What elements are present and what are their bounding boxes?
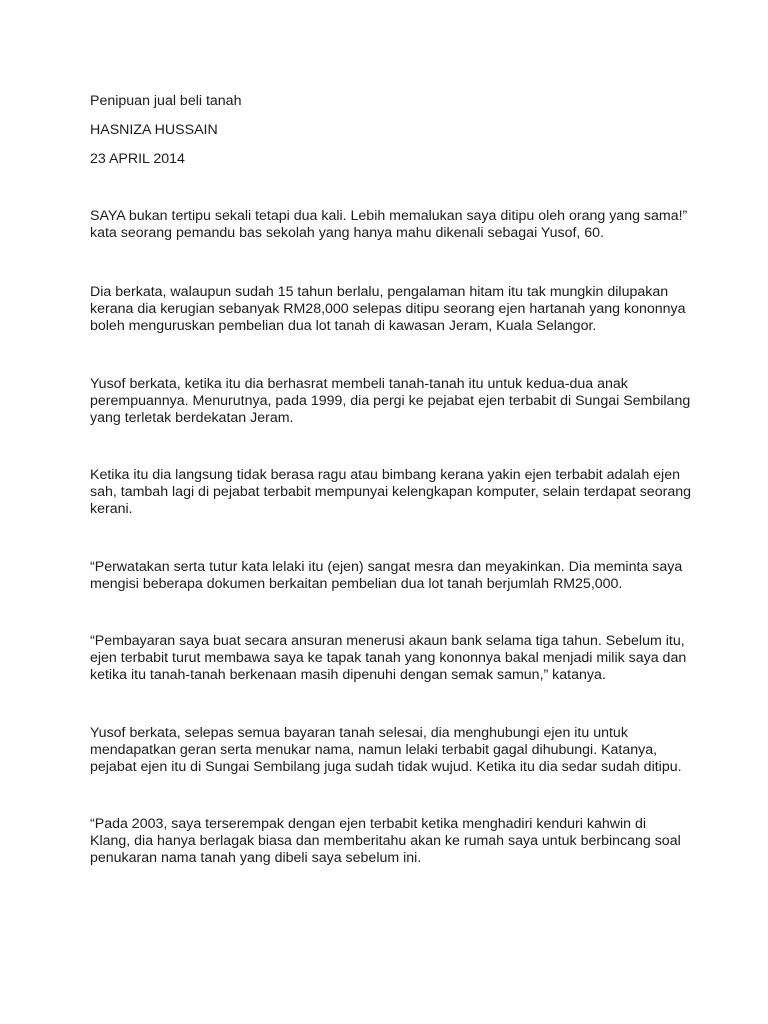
paragraph-line: kata seorang pemandu bas sekolah yang hanya mahu dikenali sebagai Yusof, 60. — [90, 225, 605, 241]
paragraph-7 — [90, 725, 682, 776]
document-title: Penipuan jual beli tanah — [90, 93, 242, 109]
paragraph-1 — [90, 208, 687, 242]
paragraph-line: pejabat ejen itu di Sungai Sembilang juga sudah tidak wujud. Ketika itu dia sedar sudah ditipu. — [90, 759, 682, 775]
paragraph-line: mengisi beberapa dokumen berkaitan pembelian dua lot tanah berjumlah RM25,000. — [90, 576, 623, 592]
paragraph-2 — [90, 284, 686, 335]
paragraph-line: yang terletak berdekatan Jeram. — [90, 410, 294, 426]
paragraph-line: perempuannya. Menurutnya, pada 1999, dia pergi ke pejabat ejen terbabit di Sungai Sembilang — [90, 393, 691, 409]
paragraph-line: “Pembayaran saya buat secara ansuran menerusi akaun bank selama tiga tahun. Sebelum itu, — [90, 633, 685, 649]
paragraph-line: kerana dia kerugian sebanyak RM28,000 selepas ditipu seorang ejen hartanah yang kononnya — [90, 301, 686, 317]
paragraph-line: Dia berkata, walaupun sudah 15 tahun berlalu, pengalaman hitam itu tak mungkin dilupakan — [90, 284, 669, 300]
paragraph-8 — [90, 816, 681, 867]
paragraph-6 — [90, 633, 686, 684]
paragraph-line: penukaran nama tanah yang dibeli saya sebelum ini. — [90, 850, 422, 866]
paragraph-line: Klang, dia hanya berlagak biasa dan memberitahu akan ke rumah saya untuk berbincang soal — [90, 833, 681, 849]
paragraph-line: ejen terbabit turut membawa saya ke tapak tanah yang kononnya bakal menjadi milik saya dan — [90, 650, 687, 666]
paragraph-line: Ketika itu dia langsung tidak berasa ragu atau bimbang kerana yakin ejen terbabit adalah ejen — [90, 467, 680, 483]
paragraph-line: Yusof berkata, selepas semua bayaran tanah selesai, dia menghubungi ejen itu untuk — [90, 725, 628, 741]
paragraph-4 — [90, 467, 691, 518]
paragraph-line: boleh menguruskan pembelian dua lot tanah di kawasan Jeram, Kuala Selangor. — [90, 318, 597, 334]
paragraph-line: SAYA bukan tertipu sekali tetapi dua kali. Lebih memalukan saya ditipu oleh orang yang sama!” — [90, 208, 688, 224]
paragraph-line: kerani. — [90, 501, 133, 517]
paragraph-line: sah, tambah lagi di pejabat terbabit mempunyai kelengkapan komputer, selain terdapat seorang — [90, 484, 691, 500]
paragraph-3 — [90, 376, 690, 427]
paragraph-line: mendapatkan geran serta menukar nama, namun lelaki terbabit gagal dihubungi. Katanya, — [90, 742, 658, 758]
paragraph-line: ketika itu tanah-tanah berkenaan masih dipenuhi dengan semak samun,” katanya. — [90, 667, 606, 683]
paragraph-line: “Pada 2003, saya terserempak dengan ejen terbabit ketika menghadiri kenduri kahwin di — [90, 816, 647, 832]
document-author: HASNIZA HUSSAIN — [90, 122, 218, 138]
paragraph-line: Yusof berkata, ketika itu dia berhasrat membeli tanah-tanah itu untuk kedua-dua anak — [90, 376, 628, 392]
document-date: 23 APRIL 2014 — [90, 151, 185, 167]
paragraph-5 — [90, 559, 682, 593]
paragraph-line: “Perwatakan serta tutur kata lelaki itu (ejen) sangat mesra dan meyakinkan. Dia meminta saya — [90, 559, 683, 575]
